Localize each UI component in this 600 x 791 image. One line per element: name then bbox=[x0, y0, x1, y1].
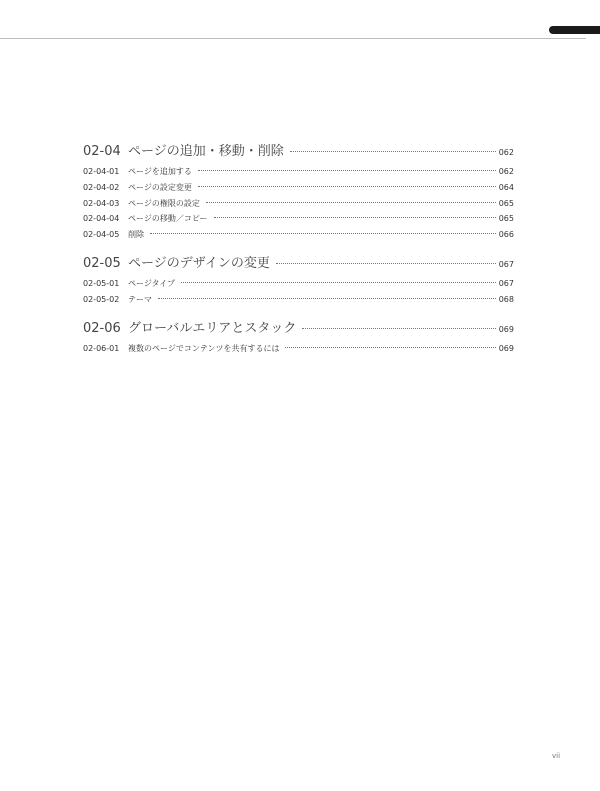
toc-entry[interactable] bbox=[83, 229, 514, 245]
dot-leader bbox=[198, 170, 496, 171]
toc-section-02-04 bbox=[83, 140, 514, 245]
entry-number: 02-06-01 bbox=[83, 343, 120, 353]
toc-entry[interactable] bbox=[83, 213, 514, 229]
entry-page-number: 065 bbox=[498, 198, 514, 208]
entry-page-number: 069 bbox=[498, 343, 514, 353]
entry-page-number: 068 bbox=[498, 294, 514, 304]
dot-leader bbox=[150, 233, 496, 234]
dot-leader bbox=[206, 202, 496, 203]
section-page-number: 062 bbox=[498, 148, 514, 157]
toc-entry[interactable] bbox=[83, 198, 514, 214]
entry-title: テーマ bbox=[128, 294, 152, 304]
toc-entry[interactable] bbox=[83, 343, 514, 359]
entry-page-number: 067 bbox=[498, 278, 514, 288]
entry-number: 02-05-01 bbox=[83, 278, 120, 288]
entry-page-number: 062 bbox=[498, 167, 514, 176]
entry-title: ページの権限の設定 bbox=[128, 198, 200, 208]
entry-number: 02-04-02 bbox=[83, 182, 120, 192]
entry-number: 02-05-02 bbox=[83, 294, 120, 304]
dot-leader bbox=[158, 298, 496, 299]
entry-number: 02-04-03 bbox=[83, 198, 120, 208]
toc-section-02-06 bbox=[83, 317, 514, 359]
toc-entry[interactable] bbox=[83, 278, 514, 294]
entry-page-number: 066 bbox=[498, 230, 514, 240]
toc-entry[interactable] bbox=[83, 166, 514, 182]
toc-section-heading[interactable] bbox=[83, 317, 514, 343]
dot-leader bbox=[285, 347, 495, 348]
toc-section-heading[interactable] bbox=[83, 252, 514, 278]
section-number: 02-05 bbox=[83, 255, 121, 271]
section-title: ページの追加・移動・削除 bbox=[128, 144, 284, 159]
page-folio: vii bbox=[552, 752, 561, 760]
section-page-number: 067 bbox=[498, 259, 514, 269]
section-page-number: 069 bbox=[498, 324, 514, 334]
header-tab-marker bbox=[549, 26, 600, 34]
section-spacer bbox=[83, 310, 514, 317]
section-title: ページのデザインの変更 bbox=[128, 255, 270, 271]
header-rule bbox=[0, 38, 586, 39]
section-spacer bbox=[83, 245, 514, 252]
section-title: グローバルエリアとスタック bbox=[128, 320, 297, 336]
entry-title: ページタイプ bbox=[128, 278, 176, 288]
entry-number: 02-04-04 bbox=[83, 214, 120, 224]
dot-leader bbox=[214, 217, 496, 218]
dot-leader bbox=[276, 263, 496, 264]
section-number: 02-04 bbox=[83, 144, 121, 159]
entry-title: ページの設定変更 bbox=[128, 182, 192, 192]
dot-leader bbox=[181, 282, 496, 283]
table-of-contents bbox=[83, 140, 514, 358]
entry-title: ページの移動／コピー bbox=[128, 214, 208, 224]
entry-page-number: 065 bbox=[498, 214, 514, 224]
toc-entry[interactable] bbox=[83, 182, 514, 198]
section-number: 02-06 bbox=[83, 320, 121, 336]
dot-leader bbox=[198, 186, 496, 187]
dot-leader bbox=[290, 151, 496, 152]
entry-number: 02-04-05 bbox=[83, 230, 120, 240]
toc-entry[interactable] bbox=[83, 294, 514, 310]
entry-title: 複数のページでコンテンツを共有するには bbox=[128, 343, 280, 353]
entry-page-number: 064 bbox=[498, 182, 514, 192]
toc-section-02-05 bbox=[83, 252, 514, 310]
entry-title: 削除 bbox=[128, 230, 144, 240]
toc-section-heading[interactable] bbox=[83, 140, 514, 166]
entry-number: 02-04-01 bbox=[83, 167, 120, 176]
dot-leader bbox=[302, 328, 495, 329]
entry-title: ページを追加する bbox=[128, 167, 192, 176]
